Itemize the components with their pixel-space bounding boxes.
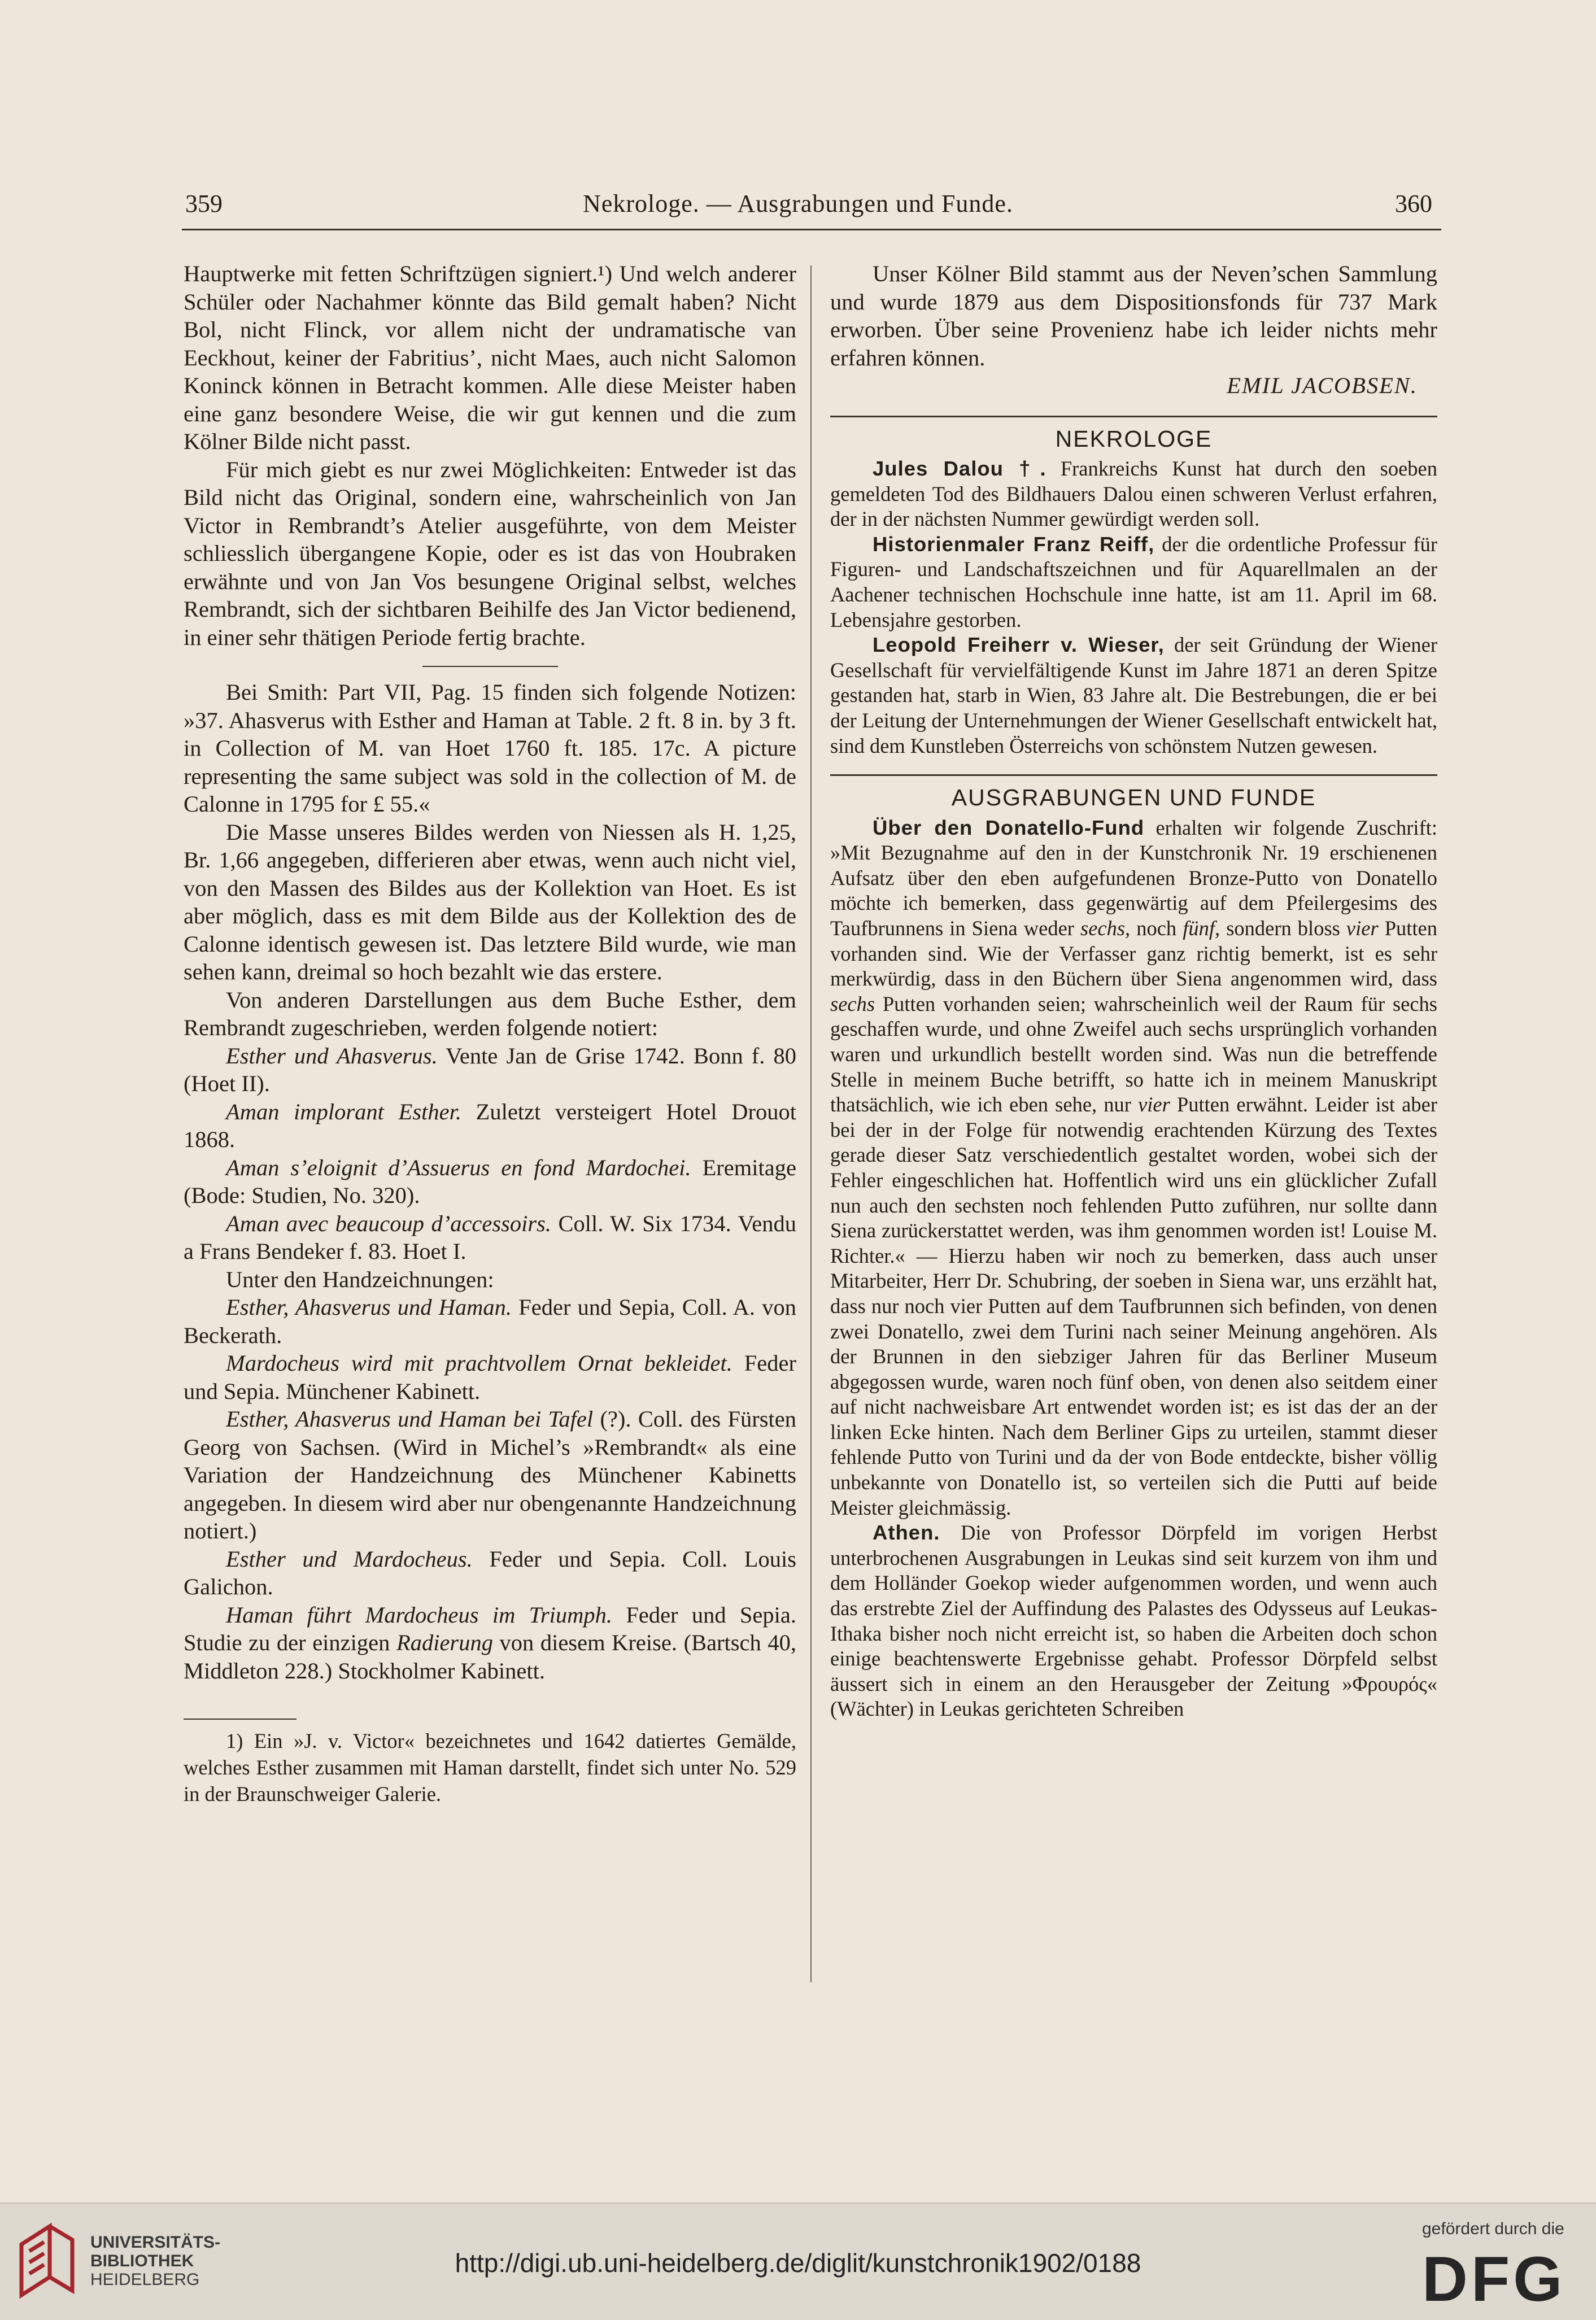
- emphasis: vier: [1138, 1093, 1170, 1117]
- obituary-entry: [830, 532, 1437, 633]
- obituary-text: der die ordentliche Professur für Figuren- und Landschaftszeichnen und für Aquarellmalen an der Aachener technischen Hochschule inne hatte, ist am 11. April im 68. Lebensjahre gestorben.: [830, 532, 1438, 631]
- obituary-entry: [830, 456, 1437, 532]
- obituary-text: der seit Gründung der Wiener Gesellschaft für vervielfältigende Kunst im Jahre 1871 an deren Spitze gestanden hat, starb in Wien, 83 Jahre alt. Die Bestrebungen, die er bei der Leitung der Unternehmungen der Wiener Gesellschaft entwickelt hat, sind dem Kunstleben Österreichs von schönstem Nutzen gewesen.: [830, 633, 1437, 757]
- obituary-name: Historienmaler Franz Reiff,: [873, 532, 1155, 556]
- header-rule: [182, 229, 1441, 230]
- right-column: [830, 260, 1437, 1722]
- entry-text: Putten erwähnt. Leider ist aber bei der in der Folge für notwendig erachtenden Kürzung des Textes gerade dieser Satz verschiedentlich gestaltet worden, wobei sich der Fehler eingeschlichen hat. Hoffentlich wird uns ein glücklicher Zufall nun auch den sechsten noch fehlenden Putto zuführen, nur sollte dann Siena zurückerstattet werden, was ihm genommen worden ist! Louise M. Richter.« — Hierzu haben wir noch zu bemerken, dass auch unser Mitarbeiter, Herr Dr. Schubring, der soeben in Siena war, uns erzählt hat, dass nur noch vier Putten auf dem Taufbrunnen sich befinden, von denen zwei Donatello, zwei dem Turini nach seiner Meinung angehören. Als der Brunnen in den siebziger Jahren für das Berliner Museum abgegossen wurde, waren noch fünf oben, von denen also seitdem einer auf nicht nachweisbare Art entwendet worden ist; es ist das der an der linken Ecke hinten. Nach dem Berliner Gips zu urteilen, stammt dieser fehlende Putto von Turini und da der von Bode entdeckte, bisher völlig unbekannte von Donatello ist, so verteilen sich die Putti auf beide Meister gleichmässig.: [830, 1093, 1437, 1519]
- page-number-right: 360: [1395, 190, 1432, 217]
- work-details: Zuletzt versteigert Hotel Drouot 1868.: [184, 1098, 796, 1152]
- running-head: Nekrologe. — Ausgrabungen und Funde.: [583, 190, 1013, 217]
- work-title: Esther, Ahasverus und Haman bei Tafel: [226, 1406, 594, 1432]
- permalink-url[interactable]: http://digi.ub.uni-heidelberg.de/diglit/kunstchronik1902/0188: [455, 2248, 1141, 2278]
- section-divider: [422, 666, 558, 667]
- entry-text: sondern bloss: [1220, 917, 1346, 940]
- section-rule: [830, 774, 1437, 776]
- work-details: Feder und Sepia, Coll. A. von Beckerath.: [184, 1294, 796, 1348]
- library-name-line: UNIVERSITÄTS-: [90, 2233, 221, 2252]
- paragraph: Von anderen Darstellungen aus dem Buche Esther, dem Rembrandt zugeschrieben, werden folgende notiert:: [184, 987, 796, 1040]
- entry-text: erhalten wir folgende Zuschrift: »Mit Bezugnahme auf den in der Kunstchronik Nr. 19 erschienenen Aufsatz über den eben aufgefundenen Bronze-Putto von Donatello möchte ich bemerken, dass gegenwärtig auf dem Pfeilergesims des Taufbrunnens in Siena weder: [830, 816, 1438, 940]
- footnote: 1) Ein »J. v. Victor« bezeichnetes und 1642 datiertes Gemälde, welches Esther zusammen mit Haman darstellt, findet sich unter No. 529 in der Braunschweiger Galerie.: [184, 1729, 796, 1806]
- work-details: Feder und Sepia. Münchener Kabinett.: [184, 1350, 796, 1404]
- obituaries: [830, 456, 1437, 758]
- viewer-footer: [0, 2203, 1596, 2320]
- left-column: [184, 260, 796, 1807]
- obituary-name: Jules Dalou †.: [873, 457, 1046, 480]
- finds-entry: [830, 816, 1437, 1521]
- work-details: Eremitage (Bode: Studien, No. 320).: [184, 1154, 796, 1208]
- work-details: (?). Coll. des Fürsten Georg von Sachsen. (Wird in Michel’s »Rembrandt« als eine Variation der Handzeichnung des Münchener Kabinetts angegeben. In diesem wird aber nur obengenannte Handzeichnung notiert.): [184, 1406, 796, 1543]
- entry-text: Putten vorhanden sind. Wie der Verfasser ganz richtig bemerkt, ist es sehr merkwürdig, dass in den Büchern über Siena angenommen wird, dass: [830, 917, 1437, 991]
- obituary-name: Leopold Freiherr v. Wieser,: [873, 633, 1165, 657]
- entry-lead: Über den Donatello-Fund: [873, 816, 1145, 839]
- entry-text: Putten vorhanden seien; wahrscheinlich weil der Raum für sechs geschaffen wurde, und ohne Zweifel auch sechs ursprünglich vorhanden waren und urkundlich bestellt worden sind. Was nun die betreffende Stelle in meinem Buche betrifft, so hatte ich in meinem Manuskript thatsächlich, wie ich eben sehe, nur: [830, 992, 1437, 1117]
- section-rule: [830, 416, 1437, 417]
- paragraph: Für mich giebt es nur zwei Möglichkeiten: Entweder ist das Bild nicht das Original, sondern eine, wahrscheinlich von Jan Victor in Rembrandt’s Atelier ausgeführte, von dem Meister schliesslich übergangene Kopie, oder es ist das von Houbraken erwähnte und von Jan Vos besungene Original selbst, welches Rembrandt, sich der sichtbaren Beihilfe des Jan Victor bedienend, in einer sehr thätigen Periode fertig brachte.: [184, 456, 796, 650]
- finds-section: [830, 816, 1437, 1722]
- work-details: Feder und Sepia. Studie zu der einzigen: [184, 1602, 796, 1655]
- emphasis: fünf,: [1183, 917, 1220, 940]
- finds-entry: [830, 1520, 1437, 1722]
- work-details: Vente Jan de Grise 1742. Bonn f. 80 (Hoet II).: [184, 1043, 797, 1096]
- paragraph: Unter den Handzeichnungen:: [226, 1266, 494, 1292]
- list-item: [184, 1405, 796, 1545]
- list-item: [184, 1293, 796, 1349]
- work-details: Feder und Sepia. Coll. Louis Galichon.: [184, 1546, 796, 1599]
- emphasis: Radierung: [396, 1630, 493, 1655]
- emphasis: sechs,: [1080, 917, 1131, 940]
- list-item: [184, 1545, 796, 1601]
- emphasis: vier: [1346, 917, 1379, 940]
- funding-caption: gefördert durch die: [1422, 2219, 1564, 2238]
- entry-text: Die von Professor Dörpfeld im vorigen Herbst unterbrochenen Ausgrabungen in Leukas sind seit kurzem von ihm und dem Holländer Goekop wieder aufgenommen worden, und wenn auch das erstrebte Ziel der Auffindung des Palastes des Odysseus auf Leukas-Ithaka bisher noch nicht erreicht ist, so haben die Arbeiten doch schon einige beachtenswerte Ergebnisse gehabt. Professor Dörpfeld selbst äussert sich in einem an den Herausgeber der Zeitung »Φρουρός« (Wächter) in Leukas gerichteten Schreiben: [830, 1521, 1437, 1721]
- paragraph: Unser Kölner Bild stammt aus der Neven’schen Sammlung und wurde 1879 aus dem Dispositionsfonds für 737 Mark erworben. Über seine Provenienz habe ich leider nichts mehr erfahren können.: [830, 261, 1437, 370]
- work-details: Coll. W. Six 1734. Vendu a Frans Bendeker f. 83. Hoet I.: [184, 1210, 797, 1264]
- section-heading-nekrologe: NEKROLOGE: [1055, 425, 1213, 452]
- work-title: Mardocheus wird mit prachtvollem Ornat bekleidet.: [226, 1350, 732, 1376]
- list-item: [184, 1601, 796, 1685]
- list-item: [184, 1042, 796, 1098]
- work-title: Aman implorant Esther.: [226, 1098, 461, 1124]
- work-title: Esther, Ahasverus und Haman.: [226, 1294, 512, 1320]
- work-title: Aman avec beaucoup d’accessoirs.: [226, 1210, 552, 1236]
- work-title: Haman führt Mardocheus im Triumph.: [226, 1602, 613, 1628]
- library-name-line: BIBLIOTHEK: [90, 2252, 194, 2270]
- list-item: [184, 1154, 796, 1210]
- list-item: [184, 1349, 796, 1405]
- list-item: [184, 1210, 796, 1266]
- section-heading-ausgrabungen: AUSGRABUNGEN UND FUNDE: [951, 784, 1316, 811]
- column-divider: [810, 265, 812, 1982]
- entry-text: noch: [1130, 917, 1183, 940]
- list-item: [184, 1098, 796, 1154]
- obituary-text: Frankreichs Kunst hat durch den soeben gemeldeten Tod des Bildhauers Dalou einen schweren Verlust erfahren, der in der nächsten Nummer gewürdigt werden soll.: [830, 457, 1438, 531]
- obituary-entry: [830, 633, 1437, 758]
- paragraph: Hauptwerke mit fetten Schriftzügen signiert.¹) Und welch anderer Schüler oder Nachahmer könnte das Bild gemalt haben? Nicht Bol, nicht Flinck, vor allem nicht der undramatische van Eeckhout, keiner der Fabritius’, nicht Maes, auch nicht Salomon Koninck können in Betracht kommen. Alle diese Meister haben eine ganz besondere Weise, die wir gut kennen und die zum Kölner Bilde nicht passt.: [184, 261, 796, 454]
- work-details: von diesem Kreise. (Bartsch 40, Middleton 228.) Stockholmer Kabinett.: [184, 1630, 796, 1684]
- page-number-left: 359: [185, 190, 223, 217]
- author-signature: EMIL JACOBSEN.: [1227, 373, 1418, 398]
- work-title: Esther und Ahasverus.: [226, 1043, 438, 1069]
- dfg-logo: DFG: [1422, 2244, 1566, 2314]
- paragraph: Bei Smith: Part VII, Pag. 15 finden sich folgende Notizen: »37. Ahasverus with Esther and Haman at Table. 2 ft. 8 in. by 3 ft. in Collection of M. van Hoet 1760 ft. 185. 17c. A picture representing the same subject was sold in the collection of M. de Calonne in 1795 for £ 55.«: [184, 679, 796, 817]
- footnote-divider: [184, 1719, 296, 1720]
- entry-lead: Athen.: [873, 1521, 940, 1545]
- emphasis: sechs: [830, 992, 875, 1015]
- library-name-line: HEIDELBERG: [90, 2270, 200, 2289]
- paragraph: Die Masse unseres Bildes werden von Niessen als H. 1,25, Br. 1,66 angegeben, differieren aber etwas, wenn auch nicht viel, von den Massen des Bildes aus der Kollektion van Hoet. Es ist aber möglich, dass es mit dem Bilde aus der Kollektion des de Calonne identisch gewesen ist. Das letztere Bild wurde, wie man sehen kann, dreimal so hoch bezahlt wie das erstere.: [184, 819, 796, 984]
- work-title: Aman s’eloignit d’Assuerus en fond Mardochei.: [226, 1154, 691, 1180]
- work-title: Esther und Mardocheus.: [226, 1546, 473, 1572]
